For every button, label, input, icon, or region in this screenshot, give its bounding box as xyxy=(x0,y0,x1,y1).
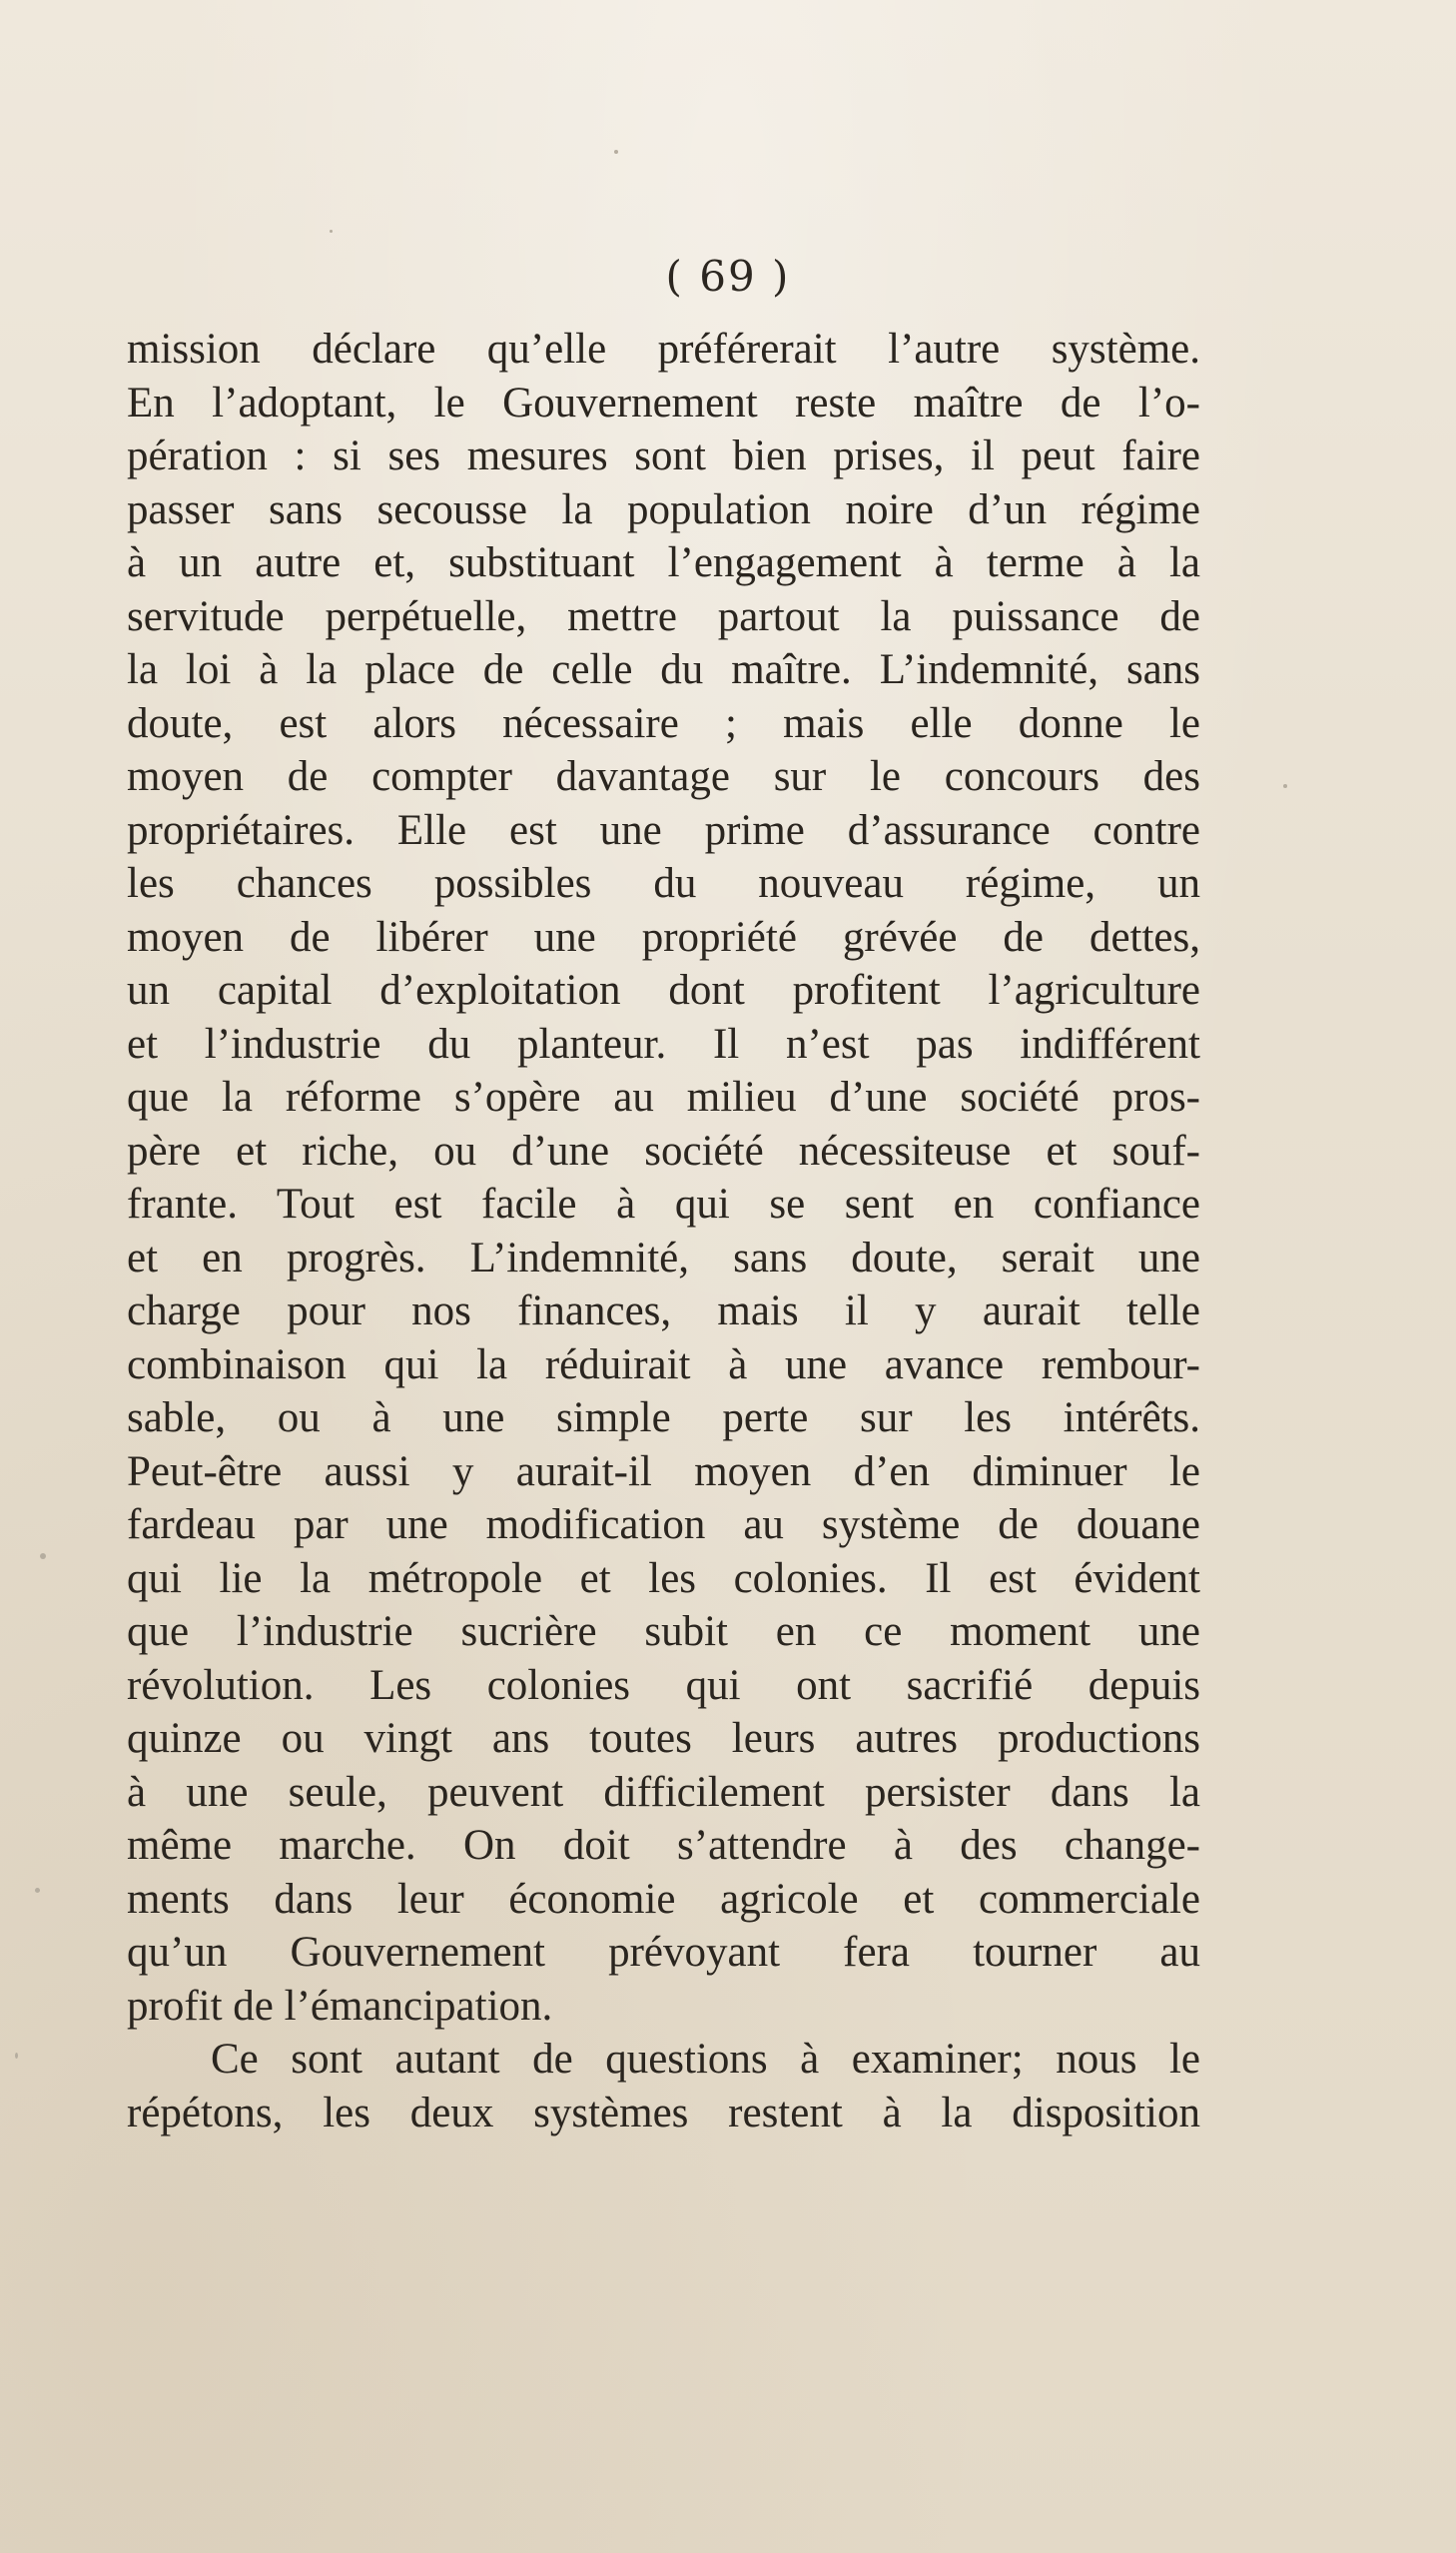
text-line: un capital d’exploitation dont profitent l’agriculture xyxy=(127,967,1200,1014)
text-line: Ce sont autant de questions à examiner; nous le xyxy=(211,2036,1200,2083)
text-line: doute, est alors nécessaire ; mais elle donne le xyxy=(127,699,1200,747)
text-line: frante. Tout est facile à qui se sent en confiance xyxy=(127,1181,1200,1228)
text-line: révolution. Les colonies qui ont sacrifié depuis xyxy=(127,1661,1200,1709)
text-line: propriétaires. Elle est une prime d’assurance contre xyxy=(127,806,1200,854)
text-line: et en progrès. L’indemnité, sans doute, serait une xyxy=(127,1234,1200,1281)
text-line: pération : si ses mesures sont bien prises, il peut faire xyxy=(127,432,1200,479)
page-number: ( 69 ) xyxy=(665,252,791,301)
text-line: servitude perpétuelle, mettre partout la puissance de xyxy=(127,592,1200,640)
text-line: fardeau par une modification au système de douane xyxy=(127,1501,1200,1548)
paper-speck xyxy=(15,2053,18,2059)
text-line: qu’un Gouvernement prévoyant fera tourner au xyxy=(127,1929,1200,1976)
text-line: passer sans secousse la population noire d’un régime xyxy=(127,485,1200,533)
text-line: répétons, les deux systèmes restent à la disposition xyxy=(127,2089,1200,2136)
text-line: profit de l’émancipation. xyxy=(127,1982,553,2030)
text-line: qui lie la métropole et les colonies. Il est évident xyxy=(127,1554,1200,1602)
text-line: la loi à la place de celle du maître. L’indemnité, sans xyxy=(127,646,1200,693)
text-line: mission déclare qu’elle préférerait l’autre système. xyxy=(127,326,1200,373)
text-line: à une seule, peuvent difficilement persister dans la xyxy=(127,1768,1200,1816)
text-line: que la réforme s’opère au milieu d’une société pros- xyxy=(127,1074,1200,1121)
paper-speck xyxy=(330,230,333,233)
paper-speck xyxy=(1283,784,1287,788)
text-line: sable, ou à une simple perte sur les intérêts. xyxy=(127,1394,1200,1441)
text-line: que l’industrie sucrière subit en ce moment une xyxy=(127,1608,1200,1655)
paper-speck xyxy=(614,150,618,154)
text-line: combinaison qui la réduirait à une avance rembour- xyxy=(127,1340,1200,1388)
text-line: charge pour nos finances, mais il y aurait telle xyxy=(127,1287,1200,1334)
text-line: et l’industrie du planteur. Il n’est pas indifférent xyxy=(127,1020,1200,1068)
text-line: ments dans leur économie agricole et commerciale xyxy=(127,1875,1200,1923)
paper-speck xyxy=(35,1888,40,1893)
text-line: Peut-être aussi y aurait-il moyen d’en diminuer le xyxy=(127,1447,1200,1495)
paper-speck xyxy=(40,1553,46,1559)
body-text xyxy=(127,323,1200,2139)
text-line: les chances possibles du nouveau régime, un xyxy=(127,860,1200,907)
text-line: En l’adoptant, le Gouvernement reste maître de l’o- xyxy=(127,379,1200,426)
text-line: père et riche, ou d’une société nécessiteuse et souf- xyxy=(127,1127,1200,1175)
text-line: même marche. On doit s’attendre à des change- xyxy=(127,1822,1200,1869)
text-line: moyen de libérer une propriété grévée de dettes, xyxy=(127,913,1200,961)
text-line: moyen de compter davantage sur le concours des xyxy=(127,753,1200,800)
text-line: à un autre et, substituant l’engagement à terme à la xyxy=(127,539,1200,586)
text-line: quinze ou vingt ans toutes leurs autres productions xyxy=(127,1715,1200,1762)
